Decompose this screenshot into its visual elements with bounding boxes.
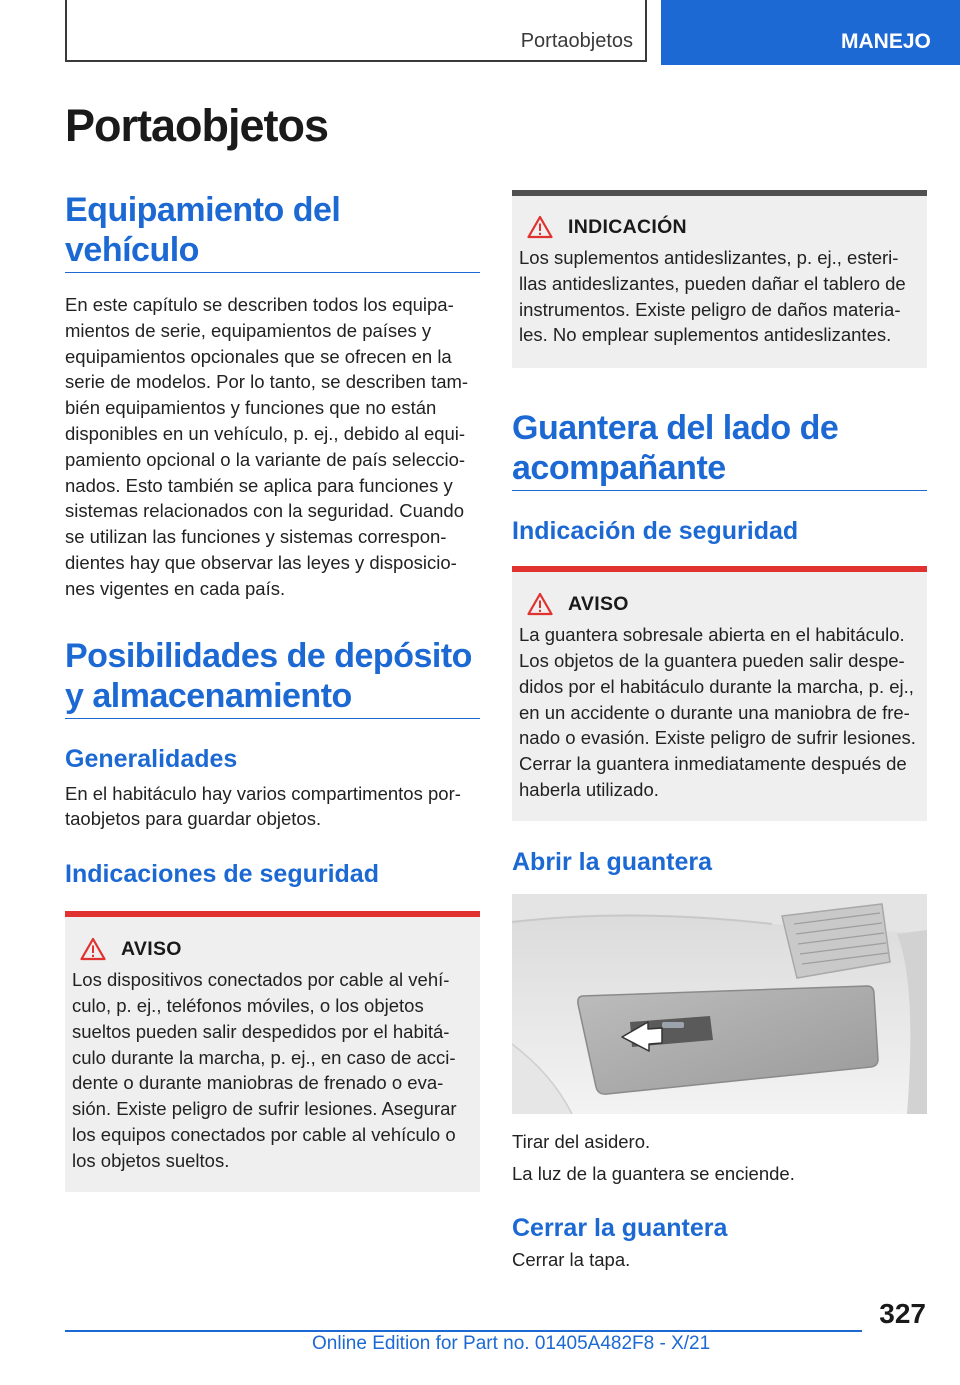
warning-text: Los dispositivos conectados por cable al vehí-culo, p. ej., teléfonos móviles, o los objetos sueltos pueden salir despedidos por el habitá-culo durante la marcha, p. ej., en caso de acci-dente o durante maniobras de frenado o eva-sión. Existe peligro de sufrir lesiones. Asegurar los equipos conectados por cable al vehículo o los objetos sueltos. bbox=[72, 969, 457, 1171]
heading-safety-notes: Indicaciones de seguridad bbox=[65, 860, 379, 889]
header-chapter-label: MANEJO bbox=[841, 30, 931, 53]
glovebox-photo bbox=[512, 894, 927, 1114]
header-chapter-tab[interactable] bbox=[661, 0, 960, 65]
paragraph-pull-handle: Tirar del asidero. bbox=[512, 1130, 651, 1152]
left-column bbox=[65, 190, 480, 1192]
right-column bbox=[512, 190, 927, 1273]
heading-vehicle-equipment: Equipamiento del vehículo bbox=[65, 190, 480, 273]
heading-general: Generalidades bbox=[65, 744, 238, 773]
note-label: INDICACIÓN bbox=[568, 215, 687, 238]
warning-triangle-icon bbox=[80, 937, 106, 961]
warning-triangle-icon bbox=[527, 215, 553, 239]
warning-text: La guantera sobresale abierta en el habitáculo. Los objetos de la guantera pueden salir despe-didos por el habitáculo durante la marcha, p. ej., en un accidente o durante una maniobra de fre-nado o evasión. Existe peligro de sufrir lesiones. Cerrar la guantera inmediatamente después de haberla utilizado. bbox=[519, 624, 916, 800]
heading-storage-options: Posibilidades de depósito y almacenamiento bbox=[65, 636, 480, 719]
heading-open-glovebox: Abrir la guantera bbox=[512, 847, 713, 876]
warning-header bbox=[519, 592, 920, 616]
watermark bbox=[690, 1331, 960, 1385]
warning-header bbox=[72, 937, 473, 961]
warning-label: AVISO bbox=[121, 937, 182, 960]
note-box-antislip bbox=[512, 190, 927, 368]
note-header bbox=[519, 215, 920, 239]
heading-close-glovebox: Cerrar la guantera bbox=[512, 1214, 728, 1243]
glovebox-illustration bbox=[512, 894, 927, 1114]
page-title: Portaobjetos bbox=[65, 100, 329, 151]
warning-label: AVISO bbox=[568, 592, 629, 615]
warning-triangle-icon bbox=[527, 592, 553, 616]
page-number: 327 bbox=[879, 1298, 926, 1329]
footer-edition: Online Edition for Part no. 01405A482F8 - X/21 bbox=[312, 1333, 711, 1354]
paragraph-general: En el habitáculo hay varios compartimentos por-taobjetos para guardar objetos. bbox=[65, 782, 461, 830]
warning-box-glovebox bbox=[512, 566, 927, 821]
heading-glovebox: Guantera del lado de acompañante bbox=[512, 408, 927, 491]
header-section-box bbox=[65, 0, 647, 62]
paragraph-close-lid: Cerrar la tapa. bbox=[512, 1249, 631, 1271]
header-section-title: Portaobjetos bbox=[520, 30, 633, 52]
note-text: Los suplementos antideslizantes, p. ej., esteri-llas antideslizantes, pueden dañar el tablero de instrumentos. Existe peligro de daños materia-les. No emplear suplementos antideslizantes. bbox=[519, 247, 906, 346]
warning-box-cables bbox=[65, 911, 480, 1191]
heading-safety-note: Indicación de seguridad bbox=[512, 517, 799, 546]
paragraph-light-on: La luz de la guantera se enciende. bbox=[512, 1162, 795, 1184]
paragraph-vehicle-equipment: En este capítulo se describen todos los equipa-mientos de serie, equipamientos de países y equipamientos opcionales que se ofrecen en la serie de modelos. Por lo tanto, se describen tam-bién equipamientos y funciones que no están disponibles en un vehículo, p. ej., debido al equi-pamiento opcional o la variante de país seleccio-nados. Esto también se aplica para funciones y sistemas relacionados con la seguridad. Cuando se utilizan las funciones y sistemas correspon-dientes hay que observar las leyes y disposicio-nes vigentes en cada país. bbox=[65, 294, 469, 599]
